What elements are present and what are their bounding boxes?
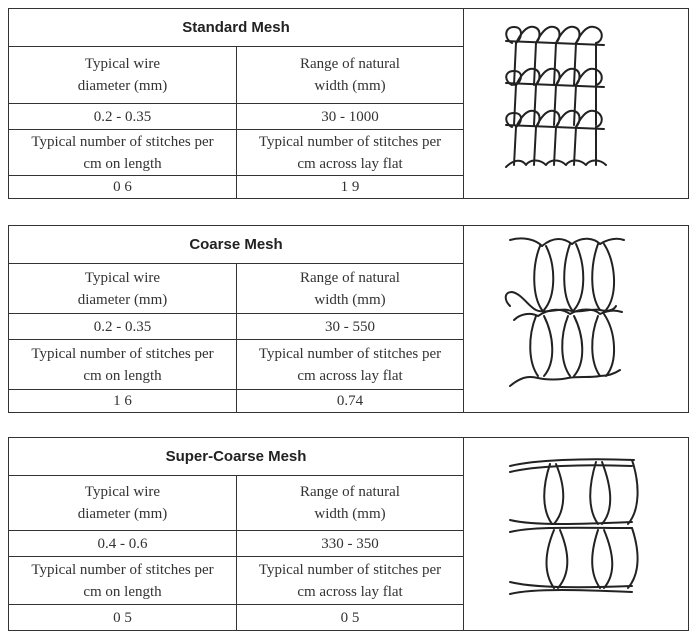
super-coarse-mesh-table [8, 437, 689, 631]
header-stitches-length: Typical number of stitches per cm on length [9, 130, 237, 176]
value-natural-width: 30 - 1000 [237, 104, 464, 130]
super-coarse-mesh-diagram [464, 438, 688, 630]
coarse-mesh-diagram [464, 226, 688, 412]
table-title: Super-Coarse Mesh [9, 438, 464, 476]
header-stitches-across: Typical number of stitches per cm across lay flat [237, 557, 464, 605]
standard-mesh-table [8, 8, 689, 199]
header-stitches-length: Typical number of stitches per cm on length [9, 557, 237, 605]
standard-mesh-diagram [464, 9, 688, 198]
header-stitches-across: Typical number of stitches per cm across lay flat [237, 130, 464, 176]
header-stitches-across: Typical number of stitches per cm across lay flat [237, 340, 464, 390]
value-stitches-length: 0 5 [9, 605, 237, 630]
table-title: Standard Mesh [9, 9, 464, 47]
coarse-mesh-table [8, 225, 689, 413]
header-natural-width: Range of natural width (mm) [237, 264, 464, 314]
value-stitches-length: 0 6 [9, 176, 237, 198]
value-stitches-across: 0 5 [237, 605, 464, 630]
header-stitches-length: Typical number of stitches per cm on length [9, 340, 237, 390]
value-wire-diameter: 0.2 - 0.35 [9, 104, 237, 130]
header-wire-diameter: Typical wire diameter (mm) [9, 47, 237, 104]
table-title: Coarse Mesh [9, 226, 464, 264]
value-stitches-across: 1 9 [237, 176, 464, 198]
coarse-mesh-icon [464, 226, 688, 412]
value-stitches-across: 0.74 [237, 390, 464, 412]
value-stitches-length: 1 6 [9, 390, 237, 412]
value-natural-width: 30 - 550 [237, 314, 464, 340]
header-natural-width: Range of natural width (mm) [237, 47, 464, 104]
super-coarse-mesh-icon [464, 438, 688, 630]
header-wire-diameter: Typical wire diameter (mm) [9, 476, 237, 531]
header-natural-width: Range of natural width (mm) [237, 476, 464, 531]
value-natural-width: 330 - 350 [237, 531, 464, 557]
standard-mesh-icon [464, 9, 688, 197]
value-wire-diameter: 0.2 - 0.35 [9, 314, 237, 340]
header-wire-diameter: Typical wire diameter (mm) [9, 264, 237, 314]
value-wire-diameter: 0.4 - 0.6 [9, 531, 237, 557]
